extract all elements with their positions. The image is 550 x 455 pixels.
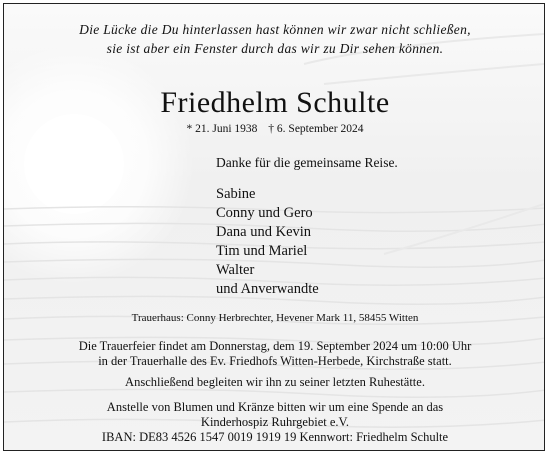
obituary-notice: [3, 3, 545, 451]
deceased-name: Friedhelm Schulte: [160, 86, 390, 119]
donation-line-2: Kinderhospiz Ruhrgebiet e.V.: [200, 415, 350, 429]
donation-line-1: Anstelle von Blumen und Kränze bitten wir um eine Spende an das: [106, 400, 444, 414]
mourner-name: Dana und Kevin: [216, 224, 312, 240]
service-line-2: in der Trauerhalle des Ev. Friedhofs Witten-Herbede, Kirchstraße statt.: [98, 354, 452, 368]
thanks-line: Danke für die gemeinsame Reise.: [216, 155, 398, 170]
mourning-house: Trauerhaus: Conny Herbrechter, Hevener Mark 11, 58455 Witten: [131, 312, 419, 324]
donation-iban: IBAN: DE83 4526 1547 0019 1919 19 Kennwort: Friedhelm Schulte: [101, 430, 449, 444]
service-line-1: Die Trauerfeier findet am Donnerstag, dem 19. September 2024 um 10:00 Uhr: [78, 339, 472, 353]
mourner-name: Walter: [216, 262, 255, 278]
sun-icon: [4, 44, 194, 284]
death-date: † 6. September 2024: [268, 123, 364, 135]
burial-info: Anschließend begleiten wir ihn zu seiner letzten Ruhestätte.: [125, 375, 425, 389]
mourner-name: Tim und Mariel: [216, 243, 308, 259]
mourner-name: und Anverwandte: [216, 281, 319, 297]
quote-line-2: sie ist aber ein Fenster durch das wir zu Dir sehen können.: [106, 41, 444, 56]
birth-date: * 21. Juni 1938: [186, 123, 258, 135]
sky-rays: [304, 34, 544, 254]
mourner-name: Conny und Gero: [216, 205, 313, 221]
mourner-name: Sabine: [216, 186, 256, 202]
donation-info: [4, 400, 545, 445]
memorial-quote: [4, 20, 545, 58]
quote-line-1: Die Lücke die Du hinterlassen hast können wir zwar nicht schließen,: [79, 22, 471, 37]
funeral-service-info: [4, 339, 545, 369]
life-dates: [4, 122, 545, 136]
mourners-list: [216, 185, 319, 299]
